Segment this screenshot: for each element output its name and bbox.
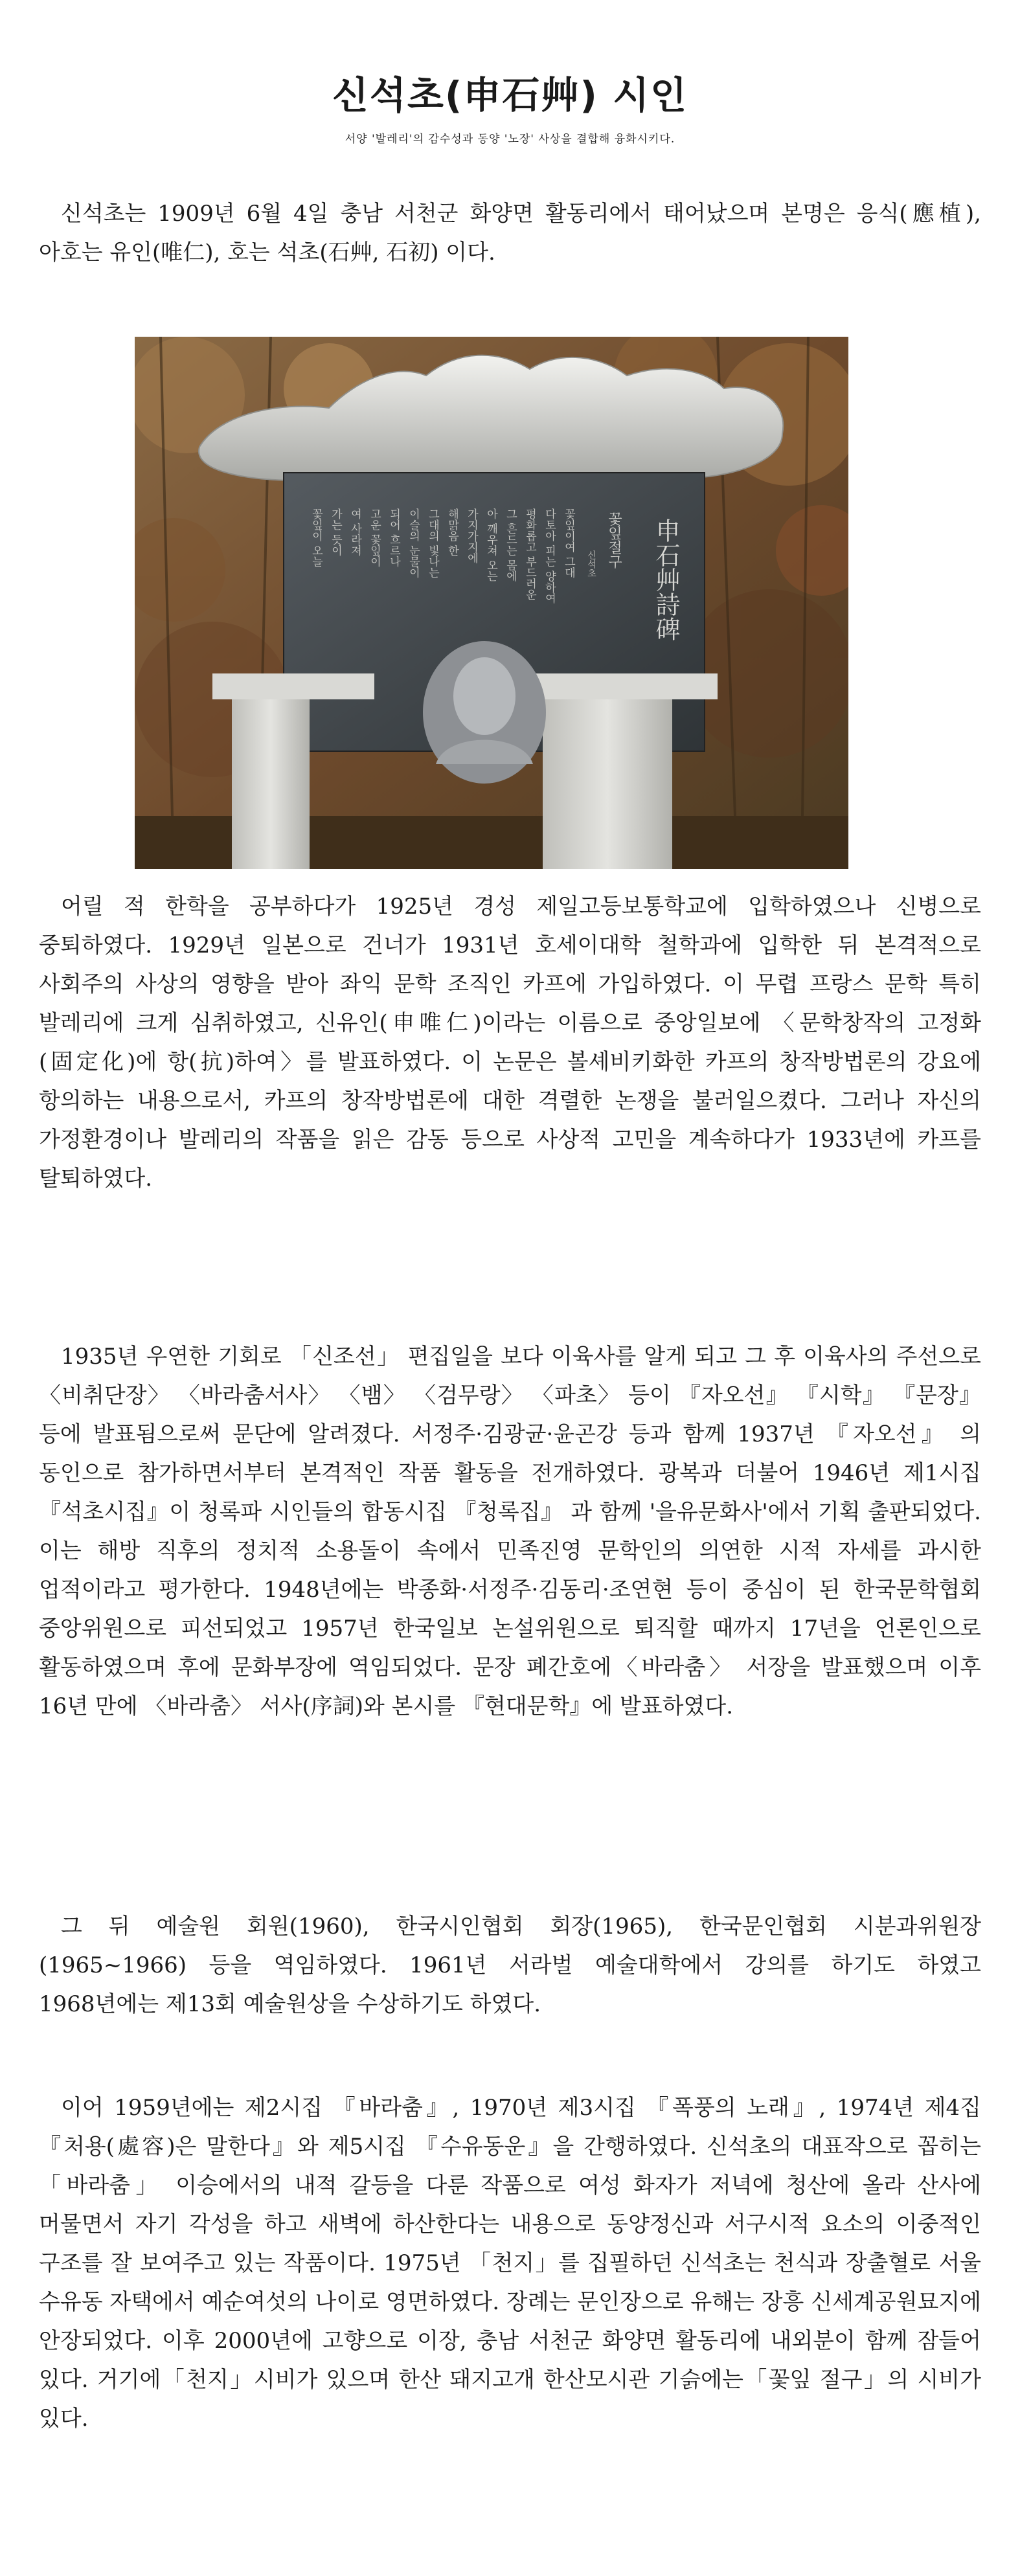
paragraph-positions: 그 뒤 예술원 회원(1960), 한국시인협회 회장(1965), 한국문인협회 시분과위원장(1965~1966) 등을 역임하였다. 1961년 서라벌 예술대학에서 강의를 하기도 하였고 1968년에는 제13회 예술원상을 수상하기도 하였다. — [39, 1914, 981, 2017]
poem-line: 여 사라져 — [348, 508, 361, 556]
poem-line: 되어 흐르나 — [387, 508, 400, 567]
poem-author: 신석초 — [586, 550, 596, 578]
paragraph-career: 1935년 우연한 기회로 「신조선」 편집일을 보다 이육사를 알게 되고 그 후 이육사의 주선으로 〈비취단장〉 〈바라춤서사〉 〈뱀〉 〈검무랑〉 〈파초〉 등이 『자오선』 『시학』 『문장』 등에 발표됨으로써 문단에 알려졌다. 서정주·김광균·윤곤강 등과 함께 1937년 『자오선』 의 동인으로 참가하면서부터 본격적인 작품 활동을 전개하였다. 광복과 더불어 1946년 제1시집 『석초시집』이 청록파 시인들의 합동시집 『청록집』 과 함께 '을유문화사'에서 기획 출판되었다. 이는 해방 직후의 정치적 소용돌이 속에서 민족진영 문학인의 의연한 시적 자세를 과시한 업적이라고 평가한다. 1948년에는 박종화·서정주·김동리·조연현 등이 중심이 된 한국문학협회 중앙위원으로 피선되었고 1957년 한국일보 논설위원으로 퇴직할 때까지 17년을 언론인으로 활동하였으며 후에 문화부장에 역임되었다. 문장 폐간호에〈바라춤〉 서장을 발표했으며 이후 16년 만에 〈바라춤〉 서사(序詞)와 본시를 『현대문학』에 발표하였다. — [39, 1344, 981, 1719]
page-subtitle: 서양 '발레리'의 감수성과 동양 '노장' 사상을 결합해 융화시키다. — [345, 133, 675, 146]
monument-photo — [135, 337, 848, 869]
monument-title: 申石艸詩碑 — [652, 518, 680, 641]
poem-line: 고운 꽃잎이 — [368, 508, 381, 567]
poem-line: 해맑음 한 — [446, 508, 459, 556]
poem-line: 꽃잎이여 그대 — [562, 508, 575, 578]
poem-line: 평화롭고 부드러운 — [523, 508, 536, 600]
poem-line: 이슬의 눈물이 — [407, 508, 420, 578]
poem-line: 다토아 피는 양하여 — [543, 508, 556, 604]
paragraph-early-life: 어릴 적 한학을 공부하다가 1925년 경성 제일고등보통학교에 입학하였으나 신병으로 중퇴하였다. 1929년 일본으로 건너가 1931년 호세이대학 철학과에 입학한 뒤 본격적으로 사회주의 사상의 영향을 받아 좌익 문학 조직인 카프에 가입하였다. 이 무렵 프랑스 문학 특히 발레리에 크게 심취하였고, 신유인(申唯仁)이라는 이름으로 중앙일보에 〈문학창작의 고정화(固定化)에 항(抗)하여〉를 발표하였다. 이 논문은 볼셰비키화한 카프의 창작방법론의 강요에 항의하는 내용으로서, 카프의 창작방법론에 대한 격렬한 논쟁을 불러일으켰다. 그러나 자신의 가정환경이나 발레리의 작품을 읽은 감동 등으로 사상적 고민을 계속하다가 1933년에 카프를 탈퇴하였다. — [39, 894, 981, 1192]
poem-title: 꽃잎절구 — [606, 512, 622, 569]
paragraph-later-works: 이어 1959년에는 제2시집 『바라춤』, 1970년 제3시집 『폭풍의 노래』, 1974년 제4집 『처용(處容)은 말한다』와 제5시집 『수유동운』을 간행하였다. 신석초의 대표작으로 꼽히는 「바라춤」 이승에서의 내적 갈등을 다룬 작품으로 여성 화자가 저녁에 청산에 올라 산사에 머물면서 자기 각성을 하고 새벽에 하산한다는 내용으로 동양정신과 서구시적 요소의 이중적인 구조를 잘 보여주고 있는 작품이다. 1975년 「천지」를 집필하던 신석초는 천식과 장출혈로 서울 수유동 자택에서 예순여섯의 나이로 영면하였다. 장례는 문인장으로 유해는 장흥 신세계공원묘지에 안장되었다. 이후 2000년에 고향으로 이장, 충남 서천군 화양면 활동리에 내외분이 함께 잠들어 있다. 거기에「천지」시비가 있으며 한산 돼지고개 한산모시관 기슭에는「꽃잎 절구」의 시비가 있다. — [39, 2095, 981, 2432]
poem-line: 가지가지에 — [465, 508, 478, 563]
poem-line: 그 흔드는 몸에 — [504, 508, 517, 582]
poem-line: 그대의 빛나는 — [426, 508, 439, 578]
poem-line: 가는 듯이 — [329, 508, 342, 556]
page-title: 신석초(申石艸) 시인 — [332, 73, 688, 117]
poem-line: 꽃잎이 오늘 — [310, 508, 323, 567]
paragraph-intro: 신석초는 1909년 6월 4일 충남 서천군 화양면 활동리에서 태어났으며 본명은 응식(應植), 아호는 유인(唯仁), 호는 석초(石艸, 石初) 이다. — [39, 201, 981, 266]
poem-line: 아 깨우쳐 오는 — [484, 508, 497, 582]
